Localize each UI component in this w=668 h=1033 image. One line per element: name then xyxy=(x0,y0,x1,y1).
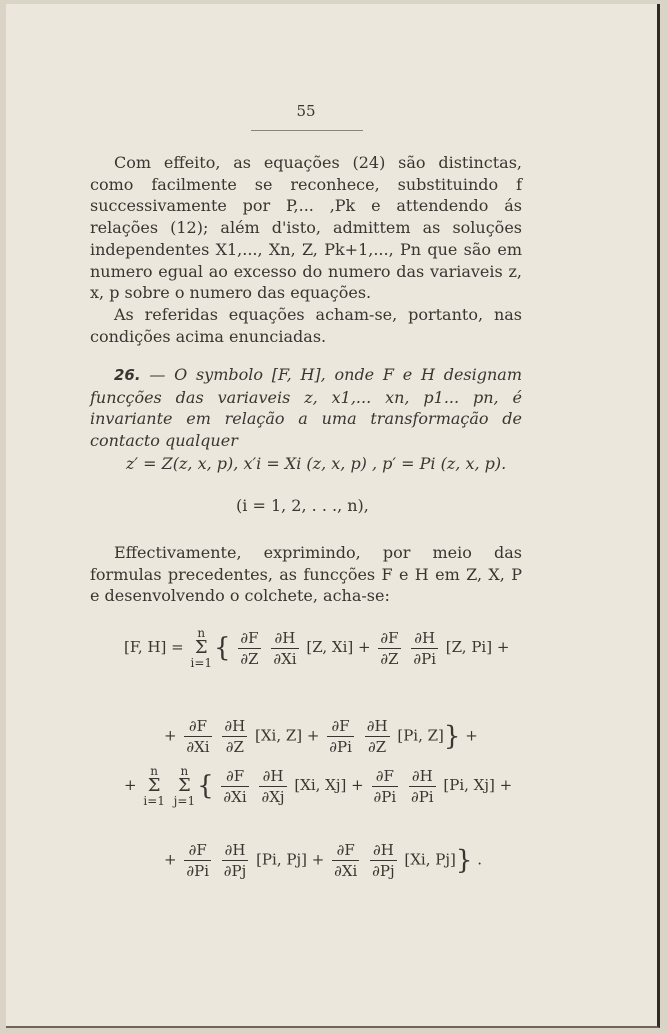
section-number: 26. xyxy=(114,366,141,384)
paragraph-1: Com effeito, as equações (24) são distinctas, como facilmente se reconhece, substituindo f successivamente por P,... ,Pk e attendendo ás relações (12); além d'isto, admittem as soluções independentes X1,..., Xn, Z, Pk+1,..., Pn que são em numero egual ao excesso do numero das variaveis z, x, p sobre o numero das equações. xyxy=(90,153,522,303)
bracket-pi-pj: [Pi, Pj] xyxy=(256,850,307,869)
bracket-xi-z: [Xi, Z] xyxy=(255,726,303,745)
sum-i-2: n Σ i=1 xyxy=(143,764,165,808)
frac-dH-dPi: $\frac{\partial H}{\partial Pi}$ xyxy=(413,628,436,668)
frac-dH-dZ: $\frac{\partial H}{\partial Z}$ xyxy=(224,717,246,756)
frac-dH-dPi-2: $\frac{\partial H}{\partial Pi}$ xyxy=(410,766,434,806)
theorem-statement xyxy=(90,364,522,452)
frac-dF-dZ: $\frac{\partial F}{\partial Z}$ xyxy=(240,628,259,668)
frac-dH-dPj: $\frac{\partial H}{\partial Pj}$ xyxy=(223,841,247,880)
bracket-pi-xj: [Pi, Xj] xyxy=(443,776,495,794)
frac-dF-dXi-3: $\frac{\partial F}{\partial Xi}$ xyxy=(334,841,358,880)
frac-dF-dXi-2: $\frac{\partial F}{\partial Xi}$ xyxy=(223,766,247,806)
formula-line-3: + n Σ i=1 n Σ j=1{ $\frac{\partial F}{\partial Xi}$ $\frac{\partial H}{\partial Xj}$ [Xi, Xj] + $\frac{\partial F}{\partial Pi}$ $\frac{\partial H}{\partial Pi}$ [Pi, Xj] + xyxy=(124,764,513,808)
formula-end: . xyxy=(477,850,482,869)
page-number: 55 xyxy=(296,102,316,120)
theorem-text: — O symbolo [F, H], onde F e H designam funcções das variaveis z, x1,... xn, p1... pn, é invariante em relação a uma transformação de contacto qualquer xyxy=(90,365,523,451)
body-text-top xyxy=(90,152,522,347)
frac-dF-dPi: $\frac{\partial F}{\partial Pi}$ xyxy=(329,717,352,756)
bracket-xi-xj: [Xi, Xj] xyxy=(294,776,347,794)
theorem-block xyxy=(90,364,522,452)
paragraph-2: As referidas equações acham-se, portanto, nas condições acima enunciadas. xyxy=(90,304,522,346)
frac-dF-dPi-2: $\frac{\partial F}{\partial Pi}$ xyxy=(373,766,397,806)
bracket-xi-pj: [Xi, Pj] xyxy=(404,850,456,869)
bracket-pi-z: [Pi, Z] xyxy=(397,726,444,745)
sum-j: n Σ j=1 xyxy=(173,764,196,808)
body-text-mid xyxy=(90,542,522,607)
formula-line-4: + $\frac{\partial F}{\partial Pi}$ $\frac{\partial H}{\partial Pj}$ [Pi, Pj] + $\frac{\partial F}{\partial Xi}$ $\frac{\partial H}{\partial Pj}$ [Xi, Pj]} . xyxy=(164,841,482,880)
book-page xyxy=(6,4,660,1028)
transformation-equation: z′ = Z(z, x, p), x′i = Xi (z, x, p) , p′ = Pi (z, x, p). xyxy=(126,454,507,473)
paragraph-3: Effectivamente, exprimindo, por meio das formulas precedentes, as funcções F e H em Z, X, P e desenvolvendo o colchete, acha-se: xyxy=(90,543,522,606)
formula-line-2: + $\frac{\partial F}{\partial Xi}$ $\frac{\partial H}{\partial Z}$ [Xi, Z] + $\frac{\partial F}{\partial Pi}$ $\frac{\partial H}{\partial Z}$ [Pi, Z]} + xyxy=(164,717,478,756)
index-range: (i = 1, 2, . . ., n), xyxy=(236,496,369,515)
formula-line-1: [F, H] = n Σ i=1{ $\frac{\partial F}{\partial Z}$ $\frac{\partial H}{\partial Xi}$ [Z, Xi] + $\frac{\partial F}{\partial Z}$ $\frac{\partial H}{\partial Pi}$ [Z, Pi] + xyxy=(124,626,510,670)
formula-lhs: [F, H] = xyxy=(124,638,184,656)
frac-dH-dPj-2: $\frac{\partial H}{\partial Pj}$ xyxy=(372,841,395,880)
sum-i: n Σ i=1 xyxy=(190,626,213,670)
bracket-z-xi: [Z, Xi] xyxy=(306,638,354,656)
frac-dF-dPi-3: $\frac{\partial F}{\partial Pi}$ xyxy=(186,841,210,880)
bracket-z-pi: [Z, Pi] xyxy=(445,638,493,656)
header-rule xyxy=(251,130,363,131)
frac-dH-dXi: $\frac{\partial H}{\partial Xi}$ xyxy=(273,628,297,668)
frac-dF-dZ-2: $\frac{\partial F}{\partial Z}$ xyxy=(380,628,399,668)
frac-dF-dXi: $\frac{\partial F}{\partial Xi}$ xyxy=(186,717,210,756)
frac-dH-dZ-2: $\frac{\partial H}{\partial Z}$ xyxy=(366,717,388,756)
frac-dH-dXj: $\frac{\partial H}{\partial Xj}$ xyxy=(261,766,285,806)
